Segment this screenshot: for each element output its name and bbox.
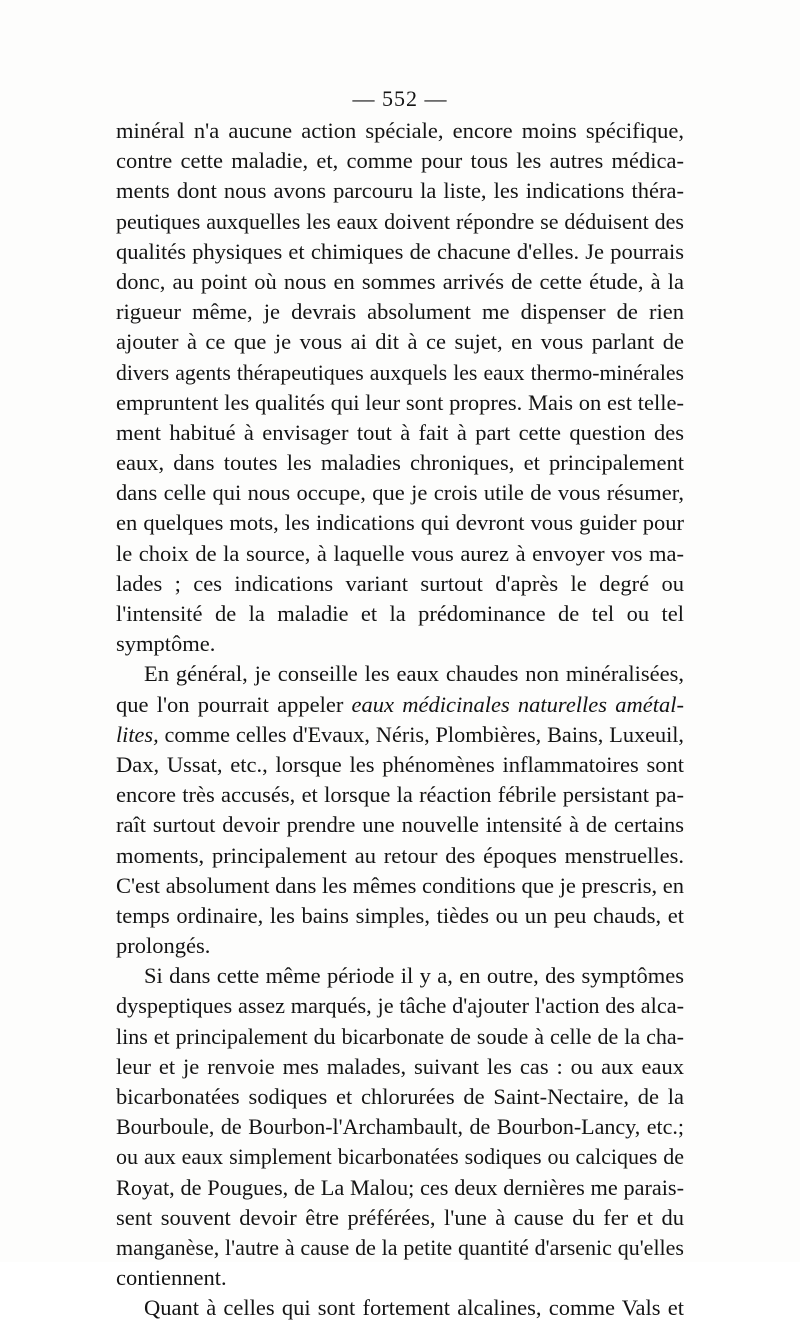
text-line: Bourboule, de Bourbon-l'Archambault, de Bourbon-Lancy, etc.; — [116, 1114, 684, 1140]
text-line: donc, au point où nous en sommes arrivés de cette étude, à la — [116, 268, 684, 294]
text-line: C'est absolument dans les mêmes conditions que je prescris, en — [116, 872, 684, 898]
text-line — [116, 690, 684, 720]
text-line: raît surtout devoir prendre une nouvelle intensité à de certains — [116, 812, 684, 838]
text-line: En général, je conseille les eaux chaudes non minéralisées, — [144, 661, 684, 687]
text-line: contre cette maladie, et, comme pour tous les autres médica- — [116, 148, 684, 174]
text-line: l'intensité de la maladie et la prédominance de tel ou tel — [116, 601, 684, 626]
text-line: symptôme. — [116, 631, 216, 657]
text-line: temps ordinaire, les bains simples, tièdes ou un peu chauds, et — [116, 902, 684, 928]
text-line: ou aux eaux simplement bicarbonatées sodiques ou calciques de — [116, 1144, 684, 1170]
text-line: moments, principalement au retour des époques menstruelles. — [116, 842, 684, 868]
text-line: sent souvent devoir être préférées, l'une à cause du fer et du — [116, 1204, 684, 1230]
text-line: minéral n'a aucune action spéciale, encore moins spécifique, — [116, 118, 684, 143]
text-line: contiennent. — [116, 1265, 227, 1291]
text-line: dans celle qui nous occupe, que je crois utile de vous résumer, — [116, 480, 684, 506]
italic-text-segment: lites, — [116, 721, 159, 747]
text-line: manganèse, l'autre à cause de la petite quantité d'arsenic qu'elles — [116, 1234, 684, 1260]
text-line: ments dont nous avons parcouru la liste, les indications théra- — [116, 178, 684, 204]
text-segment: que l'on pourrait appeler — [116, 691, 352, 717]
text-line: ment habitué à envisager tout à fait à part cette question des — [116, 419, 684, 445]
text-line: peutiques auxquelles les eaux doivent répondre se déduisent des — [116, 208, 684, 234]
body-text — [116, 116, 684, 1324]
text-line: divers agents thérapeutiques auxquels les eaux thermo-minérales — [116, 360, 684, 385]
text-line: en quelques mots, les indications qui devront vous guider pour — [116, 510, 684, 536]
text-line: le choix de la source, à laquelle vous aurez à envoyer vos ma- — [116, 540, 684, 566]
text-line: Quant à celles qui sont fortement alcalines, comme Vals et — [144, 1295, 684, 1321]
text-line: qualités physiques et chimiques de chacune d'elles. Je pourrais — [116, 238, 684, 264]
text-line: empruntent les qualités qui leur sont propres. Mais on est telle- — [116, 389, 684, 415]
text-segment: comme celles d'Evaux, Néris, Plombières, Bains, Luxeuil, — [158, 721, 684, 747]
text-line: lins et principalement du bicarbonate de soude à celle de la cha- — [116, 1023, 684, 1049]
text-line: rigueur même, je devrais absolument me dispenser de rien — [116, 299, 684, 325]
text-line: Dax, Ussat, etc., lorsque les phénomènes inflammatoires sont — [116, 751, 684, 777]
text-line: leur et je renvoie mes malades, suivant les cas : ou aux eaux — [116, 1053, 684, 1079]
text-line: bicarbonatées sodiques et chlorurées de Saint-Nectaire, de la — [116, 1084, 684, 1109]
italic-text-segment: eaux médicinales naturelles amétal- — [351, 691, 684, 717]
text-line — [116, 720, 684, 750]
text-line: dyspeptiques assez marqués, je tâche d'ajouter l'action des alca- — [116, 993, 684, 1019]
text-line: eaux, dans toutes les maladies chroniques, et principalement — [116, 450, 684, 476]
page-number: — 552 — — [352, 86, 448, 111]
text-line: Si dans cette même période il y a, en outre, des symptômes — [144, 963, 684, 989]
text-line: lades ; ces indications variant surtout d'après le degré ou — [116, 570, 684, 596]
text-line: prolongés. — [116, 933, 211, 959]
text-line: Royat, de Pougues, de La Malou; ces deux dernières me parais- — [116, 1174, 684, 1200]
text-line: ajouter à ce que je vous ai dit à ce sujet, en vous parlant de — [116, 329, 684, 355]
text-line: encore très accusés, et lorsque la réaction fébrile persistant pa- — [116, 782, 684, 808]
